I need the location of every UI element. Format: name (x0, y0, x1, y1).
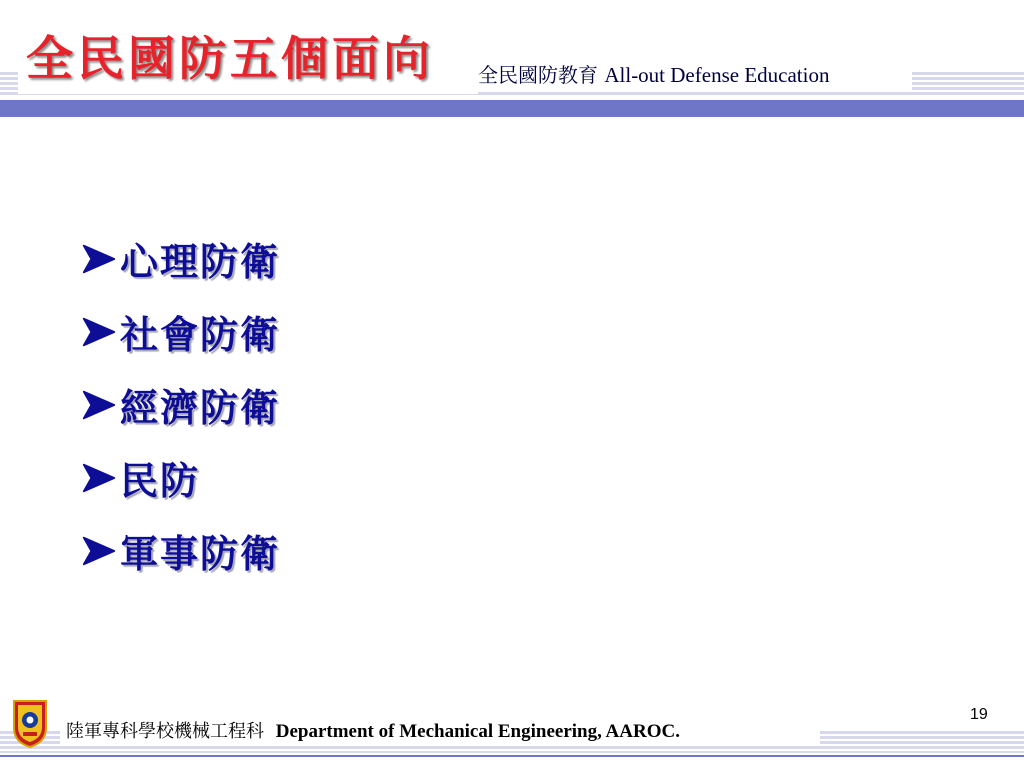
footer-band-bar (0, 755, 1024, 757)
bullet-list (80, 222, 280, 587)
slide-title: 全民國防五個面向 (26, 32, 434, 87)
arrow-bullet-icon (80, 313, 118, 351)
arrow-bullet-icon (80, 459, 118, 497)
bullet-item (80, 295, 280, 368)
bullet-text: 軍事防衛 (120, 531, 281, 576)
bullet-item (80, 222, 280, 295)
page-number: 19 (970, 706, 988, 723)
bullet-text: 心理防衛 (120, 239, 281, 284)
bullet-item (80, 368, 280, 441)
arrow-bullet-icon (80, 240, 118, 278)
footer-org-zh: 陸軍專科學校機械工程科 (66, 721, 264, 742)
bullet-item (80, 514, 280, 587)
bullet-text: 民防 (120, 458, 201, 503)
arrow-bullet-icon (80, 532, 118, 570)
slide-subtitle (478, 62, 829, 88)
footer-org-en: Department of Mechanical Engineering, AAROC. (275, 721, 680, 742)
bullet-text: 社會防衛 (120, 312, 281, 357)
subtitle-en: All-out Defense Education (604, 63, 830, 87)
bullet-item (80, 441, 280, 514)
bullet-text: 經濟防衛 (120, 385, 281, 430)
school-emblem-icon (12, 698, 48, 748)
arrow-bullet-icon (80, 386, 118, 424)
header-band-bar (0, 100, 1024, 117)
subtitle-zh: 全民國防教育 (478, 63, 598, 87)
footer-org (66, 717, 680, 743)
